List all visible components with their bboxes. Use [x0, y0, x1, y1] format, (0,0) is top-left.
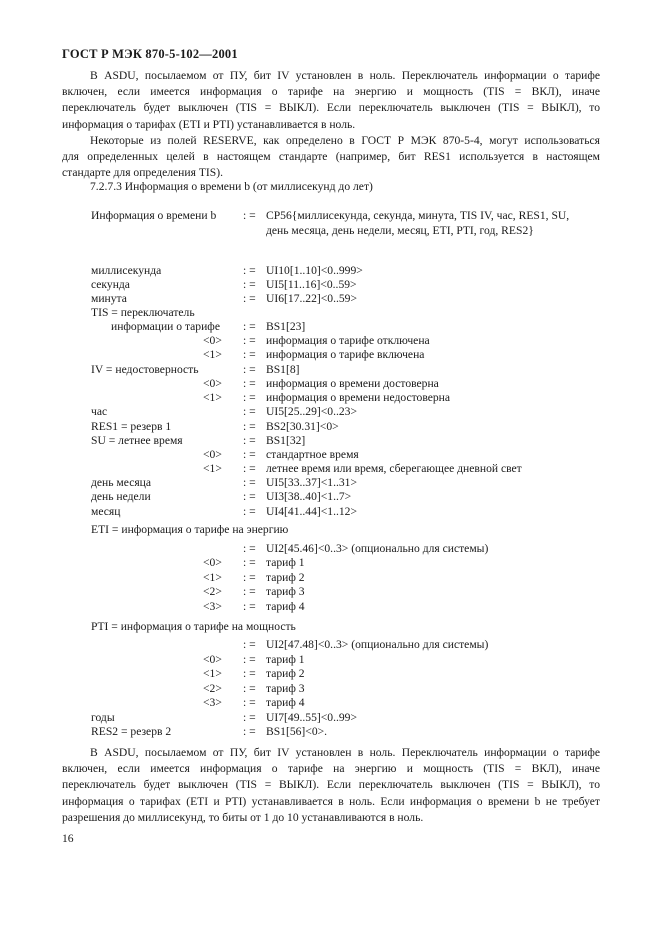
- definition-def: BS1[8]: [266, 363, 300, 376]
- definition-op: : =: [243, 490, 256, 503]
- definition-op: : =: [243, 405, 256, 418]
- paragraph-line: переключатель будет выключен (TIS = ВЫКЛ). Если переключатель выключен (TIS = ВЫКЛ), то: [62, 101, 600, 115]
- paragraph-line: В ASDU, посылаемом от ПУ, бит IV установлен в ноль. Переключатель информации о тарифе: [90, 69, 600, 82]
- definition-name: миллисекунда: [91, 264, 162, 277]
- definition-op: : =: [243, 696, 256, 709]
- definition-def: тариф 3: [266, 682, 305, 695]
- definition-def: информация о тарифе отключена: [266, 334, 430, 347]
- definition-def: тариф 1: [266, 653, 305, 666]
- paragraph-line: для определенных целей в настоящем стандарте (например, бит RES1 используется в настоящем: [62, 150, 600, 164]
- definition-def: UI7[49..55]<0..99>: [266, 711, 358, 724]
- definition-op: : =: [243, 348, 256, 361]
- paragraph-line: стандарте для определения TIS).: [62, 166, 223, 180]
- definition-def: день месяца, день недели, месяц, ETI, PTI, год, RES2}: [266, 224, 534, 237]
- definition-def: UI2[45.46]<0..3> (опционально для системы): [266, 542, 489, 555]
- definition-name2: информации о тарифе: [111, 320, 220, 333]
- definition-val: <0>: [203, 556, 222, 569]
- definition-def: летнее время или время, сберегающее дневной свет: [266, 462, 522, 475]
- definition-op: : =: [243, 476, 256, 489]
- definition-def: тариф 4: [266, 696, 305, 709]
- definition-op: : =: [243, 638, 256, 651]
- definition-name: RES1 = резерв 1: [91, 420, 172, 433]
- definition-op: : =: [243, 209, 256, 222]
- definition-def: UI4[41..44]<1..12>: [266, 505, 358, 518]
- definition-op: : =: [243, 391, 256, 404]
- definition-name: годы: [91, 711, 115, 724]
- definition-val: <0>: [203, 377, 222, 390]
- definition-val: <0>: [203, 653, 222, 666]
- definition-name: час: [91, 405, 108, 418]
- definition-op: : =: [243, 667, 256, 680]
- definition-def: UI5[11..16]<0..59>: [266, 278, 357, 291]
- definition-def: стандартное время: [266, 448, 359, 461]
- definition-def: информация о времени недостоверна: [266, 391, 451, 404]
- paragraph-line: информация о тарифах (ETI и PTI) устанавливается в ноль. Если информация о времени b не требует: [62, 794, 600, 808]
- definition-def: CP56{миллисекунда, секунда, минута, TIS IV, час, RES1, SU,: [266, 209, 570, 222]
- definition-name: IV = недостоверность: [91, 363, 199, 376]
- definition-val: <1>: [203, 462, 222, 475]
- definition-def: BS2[30.31]<0>: [266, 420, 339, 433]
- definition-val: <1>: [203, 391, 222, 404]
- paragraph-line: В ASDU, посылаемом от ПУ, бит IV установлен в ноль. Переключатель информации о тарифе: [90, 746, 600, 759]
- definition-name: день месяца: [91, 476, 152, 489]
- definition-def: тариф 2: [266, 571, 305, 584]
- paragraph-line: разрешения до миллисекунд, то биты от 1 до 10 устанавливаются в ноль.: [62, 810, 424, 824]
- paragraph-3: [62, 745, 600, 826]
- definition-def: UI10[1..10]<0..999>: [266, 264, 363, 277]
- definition-op: : =: [243, 448, 256, 461]
- definition-def: тариф 4: [266, 600, 305, 613]
- definition-def: UI6[17..22]<0..59>: [266, 292, 358, 305]
- definition-val: <0>: [203, 448, 222, 461]
- paragraph-line: включен, если имеется информация о тарифе на энергию и мощность (TIS = ВКЛ), иначе: [62, 762, 600, 776]
- definition-name: минута: [91, 292, 127, 305]
- document-header: ГОСТ Р МЭК 870-5-102—2001: [62, 47, 238, 61]
- definition-def: UI5[25..29]<0..23>: [266, 405, 358, 418]
- definition-name: RES2 = резерв 2: [91, 725, 172, 738]
- definition-def: BS1[56]<0>.: [266, 725, 328, 738]
- definition-def: UI2[47.48]<0..3> (опционально для системы): [266, 638, 489, 651]
- definition-op: : =: [243, 571, 256, 584]
- definition-val: <2>: [203, 682, 222, 695]
- definition-name: Информация о времени b: [91, 209, 217, 222]
- definition-name: месяц: [91, 505, 121, 518]
- definition-val: <3>: [203, 696, 222, 709]
- definition-op: : =: [243, 682, 256, 695]
- definition-def: UI3[38..40]<1..7>: [266, 490, 352, 503]
- definition-def: тариф 1: [266, 556, 305, 569]
- definition-op: : =: [243, 292, 256, 305]
- paragraph-line: Некоторые из полей RESERVE, как определено в ГОСТ Р МЭК 870-5-4, могут использоваться: [90, 134, 600, 147]
- definition-name: TIS = переключатель: [91, 306, 195, 319]
- definition-op: : =: [243, 363, 256, 376]
- paragraph-line: переключатель будет выключен (TIS = ВЫКЛ). Если переключатель выключен (TIS = ВЫКЛ), то: [62, 778, 600, 792]
- definition-op: : =: [243, 585, 256, 598]
- section-heading: 7.2.7.3 Информация о времени b (от миллисекунд до лет): [90, 180, 373, 193]
- definition-op: : =: [243, 653, 256, 666]
- definition-op: : =: [243, 711, 256, 724]
- definition-name: день недели: [91, 490, 151, 503]
- definition-name: ETI = информация о тарифе на энергию: [91, 523, 289, 536]
- definition-op: : =: [243, 377, 256, 390]
- definition-val: <1>: [203, 571, 222, 584]
- definition-op: : =: [243, 420, 256, 433]
- definition-op: : =: [243, 334, 256, 347]
- definition-op: : =: [243, 264, 256, 277]
- definition-def: BS1[32]: [266, 434, 306, 447]
- definition-op: : =: [243, 462, 256, 475]
- definition-name: секунда: [91, 278, 130, 291]
- definition-def: информация о времени достоверна: [266, 377, 439, 390]
- paragraph-line: информация о тарифах (ETI и PTI) устанавливается в ноль.: [62, 117, 356, 131]
- definition-val: <3>: [203, 600, 222, 613]
- definition-name: PTI = информация о тарифе на мощность: [91, 620, 296, 633]
- definition-def: BS1[23]: [266, 320, 306, 333]
- definition-op: : =: [243, 320, 256, 333]
- definition-op: : =: [243, 725, 256, 738]
- definition-val: <2>: [203, 585, 222, 598]
- definition-val: <1>: [203, 667, 222, 680]
- page-number: 16: [62, 832, 74, 845]
- definition-val: <0>: [203, 334, 222, 347]
- definition-op: : =: [243, 542, 256, 555]
- definition-op: : =: [243, 505, 256, 518]
- definition-def: тариф 3: [266, 585, 305, 598]
- definition-val: <1>: [203, 348, 222, 361]
- definition-op: : =: [243, 556, 256, 569]
- definition-def: информация о тарифе включена: [266, 348, 425, 361]
- definition-name: SU = летнее время: [91, 434, 183, 447]
- definition-op: : =: [243, 600, 256, 613]
- definition-def: тариф 2: [266, 667, 305, 680]
- definition-op: : =: [243, 434, 256, 447]
- paragraph-line: включен, если имеется информация о тарифе на энергию и мощность (TIS = ВКЛ), иначе: [62, 85, 600, 99]
- definition-op: : =: [243, 278, 256, 291]
- definition-def: UI5[33..37]<1..31>: [266, 476, 358, 489]
